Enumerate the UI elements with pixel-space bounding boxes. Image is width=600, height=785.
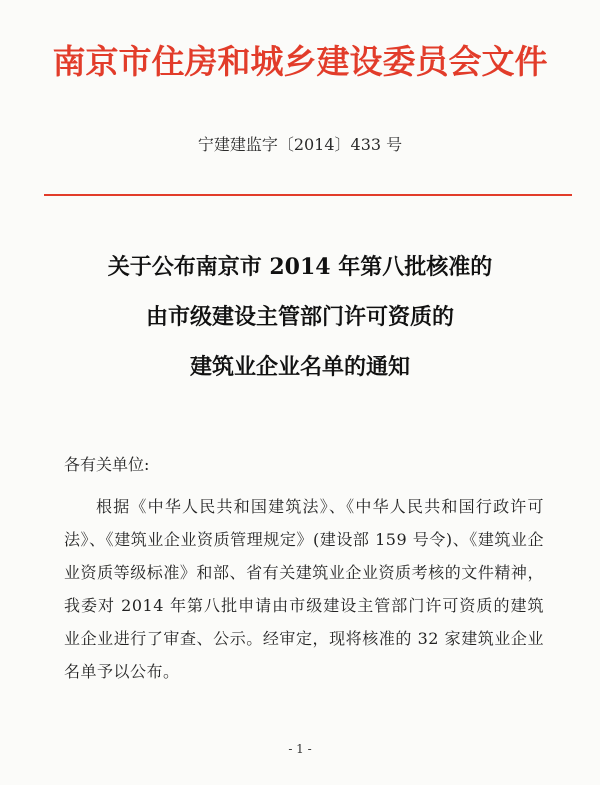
- page-number: - 1 -: [288, 742, 312, 756]
- notice-title-line-2: 由市级建设主管部门许可资质的: [145, 304, 454, 330]
- notice-title: [0, 252, 600, 402]
- red-divider-line: [44, 194, 572, 196]
- notice-title-line-3: 建筑业企业名单的通知: [189, 354, 410, 380]
- notice-title-line-1: 关于公布南京市 2014 年第八批核准的: [107, 254, 493, 280]
- document-number: 宁建建监字〔2014〕433 号: [197, 135, 403, 154]
- issuer-header-title: 南京市住房和城乡建设委员会文件: [52, 42, 548, 81]
- notice-body-paragraph: 根据《中华人民共和国建筑法》、《中华人民共和国行政许可法》、《建筑业企业资质管理规定》(建设部 159 号令)、《建筑业企业资质等级标准》和部、省有关建筑业企业资质考核的文件精神，我委对 2014 年第八批申请由市级建设主管部门许可资质的建筑业企业进行了审查、公示。经审定，现将核准的 32 家建筑业企业名单予以公布。: [64, 497, 544, 681]
- salutation: 各有关单位:: [64, 455, 150, 474]
